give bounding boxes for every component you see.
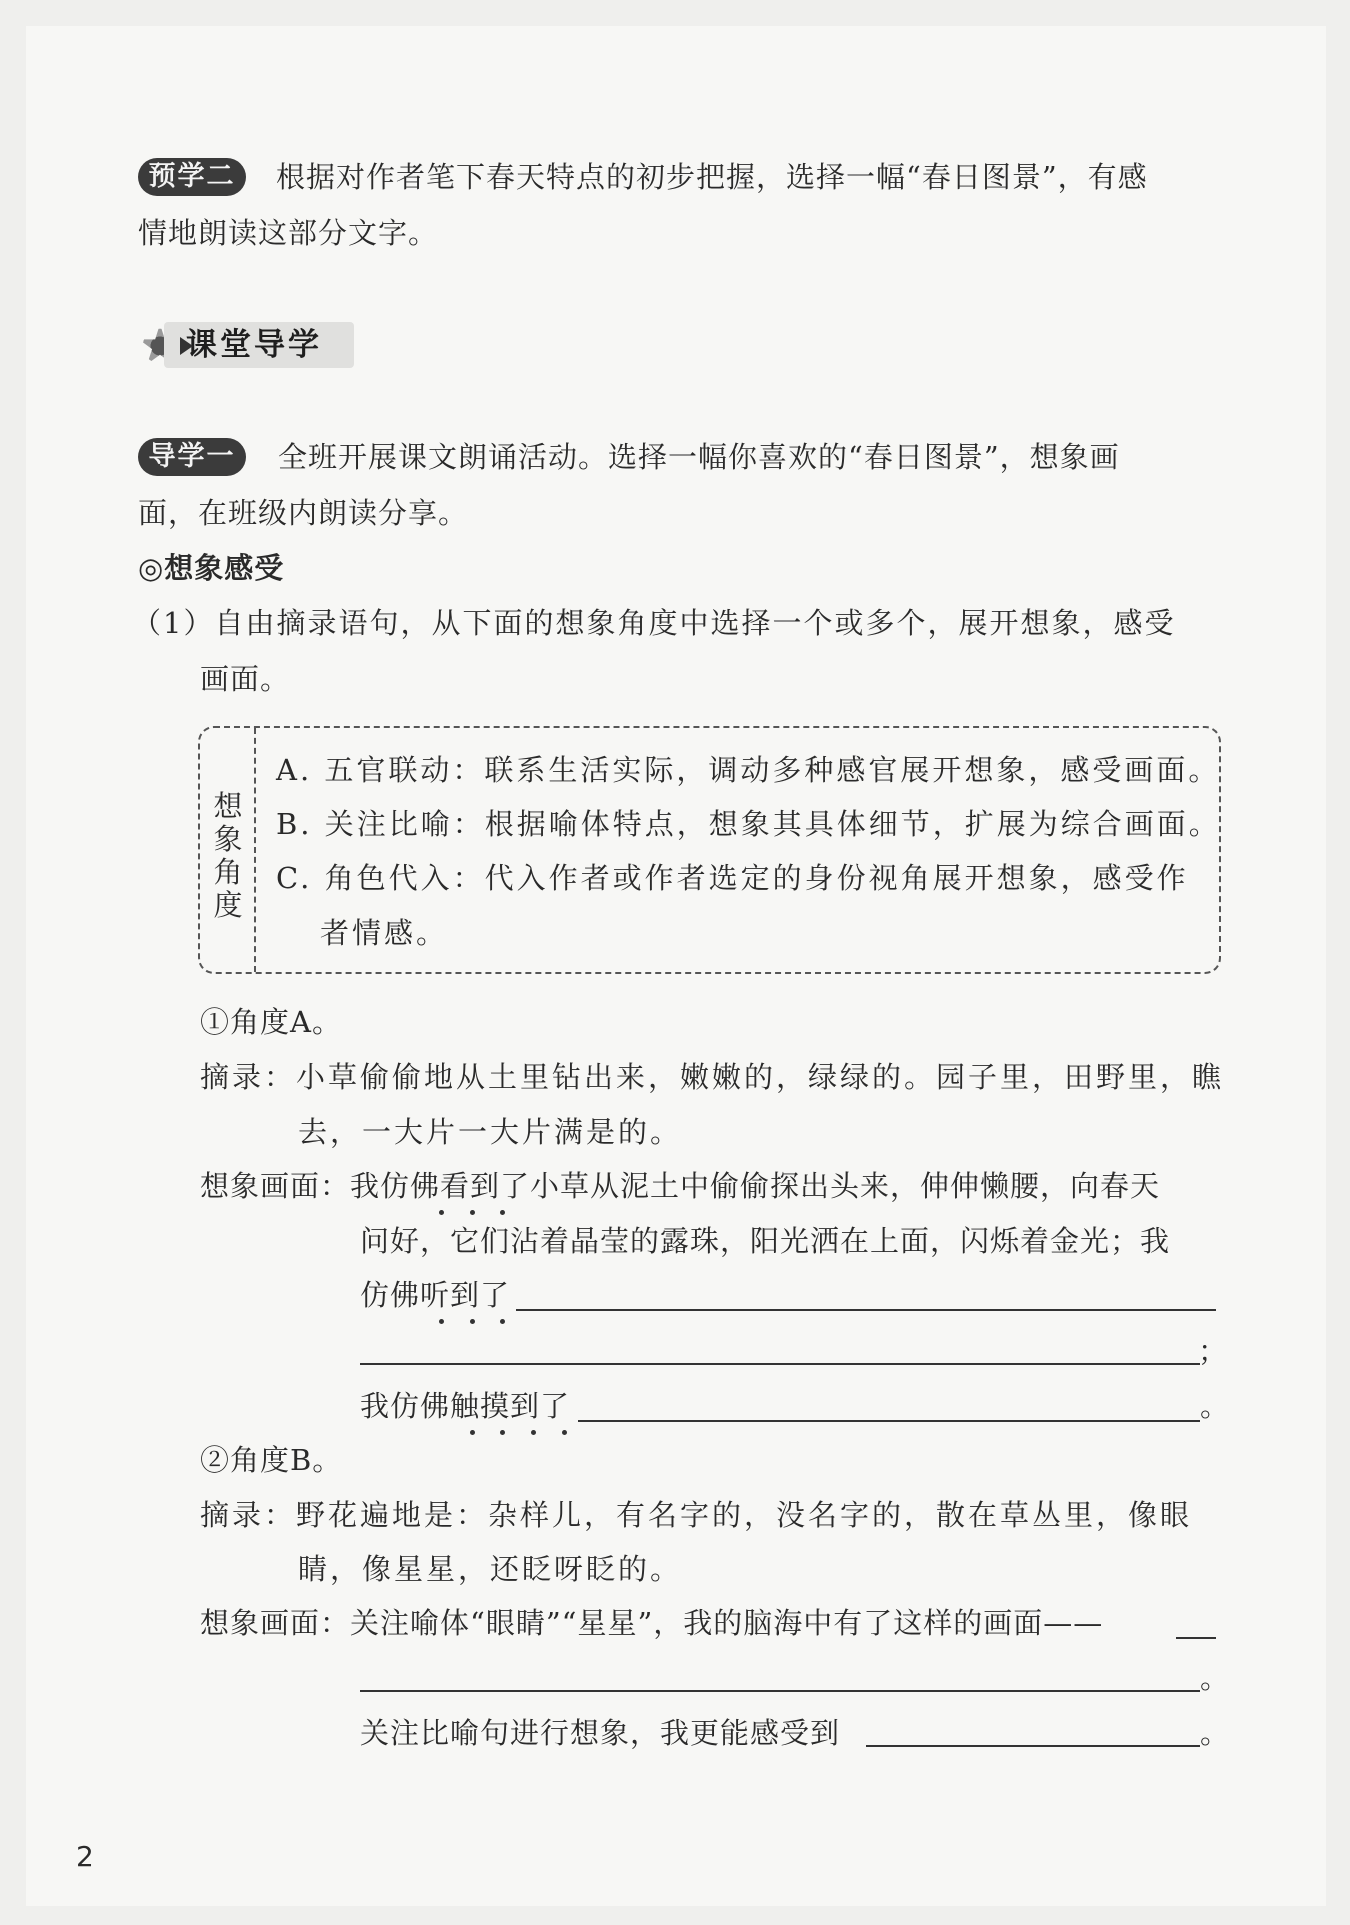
part-b-imagine-line1: 想象画面：关注喻体“眼睛”“星星”，我的脑海中有了这样的画面—— [200,1606,1104,1640]
emphasis-dot [562,1430,567,1435]
guide1-text-line2: 面，在班级内朗读分享。 [138,496,469,530]
guide1-badge: 导学一 [138,438,246,476]
part-a-excerpt-line2: 去，一大片一大片满是的。 [298,1115,683,1149]
emphasis-dot [439,1319,444,1324]
angle-item-b: B. 关注比喻：根据喻体特点，想象其具体细节，扩展为综合画面。 [276,807,1221,841]
prestudy2-badge: 预学二 [138,158,246,196]
emphasis-dot [470,1430,475,1435]
emphasis-dot [470,1319,475,1324]
arrow-right-icon [180,337,193,355]
page-number: 2 [76,1840,94,1873]
section-title: 课堂导学 [164,322,354,368]
box-divider [254,728,256,972]
part-a-imagine-line2: 问好，它们沾着晶莹的露珠，阳光洒在上面，闪烁着金光；我 [360,1224,1171,1258]
part-a-imagine-line1: 想象画面：我仿佛看到了小草从泥土中偷偷探出头来，伸伸懒腰，向春天 [200,1169,1161,1203]
part-b-period2: 。 [1200,1716,1231,1750]
prestudy2-text-line2: 情地朗读这部分文字。 [138,216,439,250]
angle-item-c-cont: 者情感。 [320,916,449,950]
part-a-excerpt-line1: 摘录：小草偷偷地从土里钻出来，嫩嫩的，绿绿的。园子里，田野里，瞧 [200,1060,1225,1094]
emphasis-dot [500,1210,505,1215]
emphasis-dot [500,1319,505,1324]
part-a-heading: ①角度A。 [200,1005,342,1039]
angle-box-label: 想象角度 [213,789,243,922]
part-b-heading: ②角度B。 [200,1443,343,1477]
part-a-imagine-line3: 仿佛听到了 [360,1278,511,1312]
part-a-period: 。 [1200,1389,1231,1423]
part-a-semicolon: ； [1198,1334,1229,1368]
guide1-text-line1: 全班开展课文朗诵活动。选择一幅你喜欢的“春日图景”，想象画 [278,440,1120,474]
angle-item-a: A. 五官联动：联系生活实际，调动多种感官展开想象，感受画面。 [276,753,1221,787]
part-a-imagine-line5: 我仿佛触摸到了 [360,1389,571,1423]
section-header [136,318,356,374]
emphasis-dot [439,1210,444,1215]
emphasis-dot [470,1210,475,1215]
part-b-excerpt-line1: 摘录：野花遍地是：杂样儿，有名字的，没名字的，散在草丛里，像眼 [200,1498,1193,1532]
answer-blank-scene[interactable] [1176,1637,1216,1639]
answer-blank-scene-cont[interactable] [360,1690,1200,1692]
task1-line2: 画面。 [200,662,291,696]
task1-line1: （1）自由摘录语句，从下面的想象角度中选择一个或多个，展开想象，感受 [132,606,1176,640]
emphasis-dot [531,1430,536,1435]
subheading-imagine: ◎想象感受 [138,551,285,585]
answer-blank-hear-cont[interactable] [360,1363,1200,1365]
prestudy2-text-line1: 根据对作者笔下春天特点的初步把握，选择一幅“春日图景”，有感 [276,160,1148,194]
part-b-period1: 。 [1200,1661,1231,1695]
part-b-excerpt-line2: 睛，像星星，还眨呀眨的。 [298,1552,683,1586]
answer-blank-feel[interactable] [866,1745,1200,1747]
part-b-imagine-line3: 关注比喻句进行想象，我更能感受到 [360,1716,841,1750]
answer-blank-hear[interactable] [516,1309,1216,1311]
answer-blank-touch[interactable] [578,1420,1200,1422]
emphasis-dot [500,1430,505,1435]
angle-item-c: C. 角色代入：代入作者或作者选定的身份视角展开想象，感受作 [276,861,1189,895]
